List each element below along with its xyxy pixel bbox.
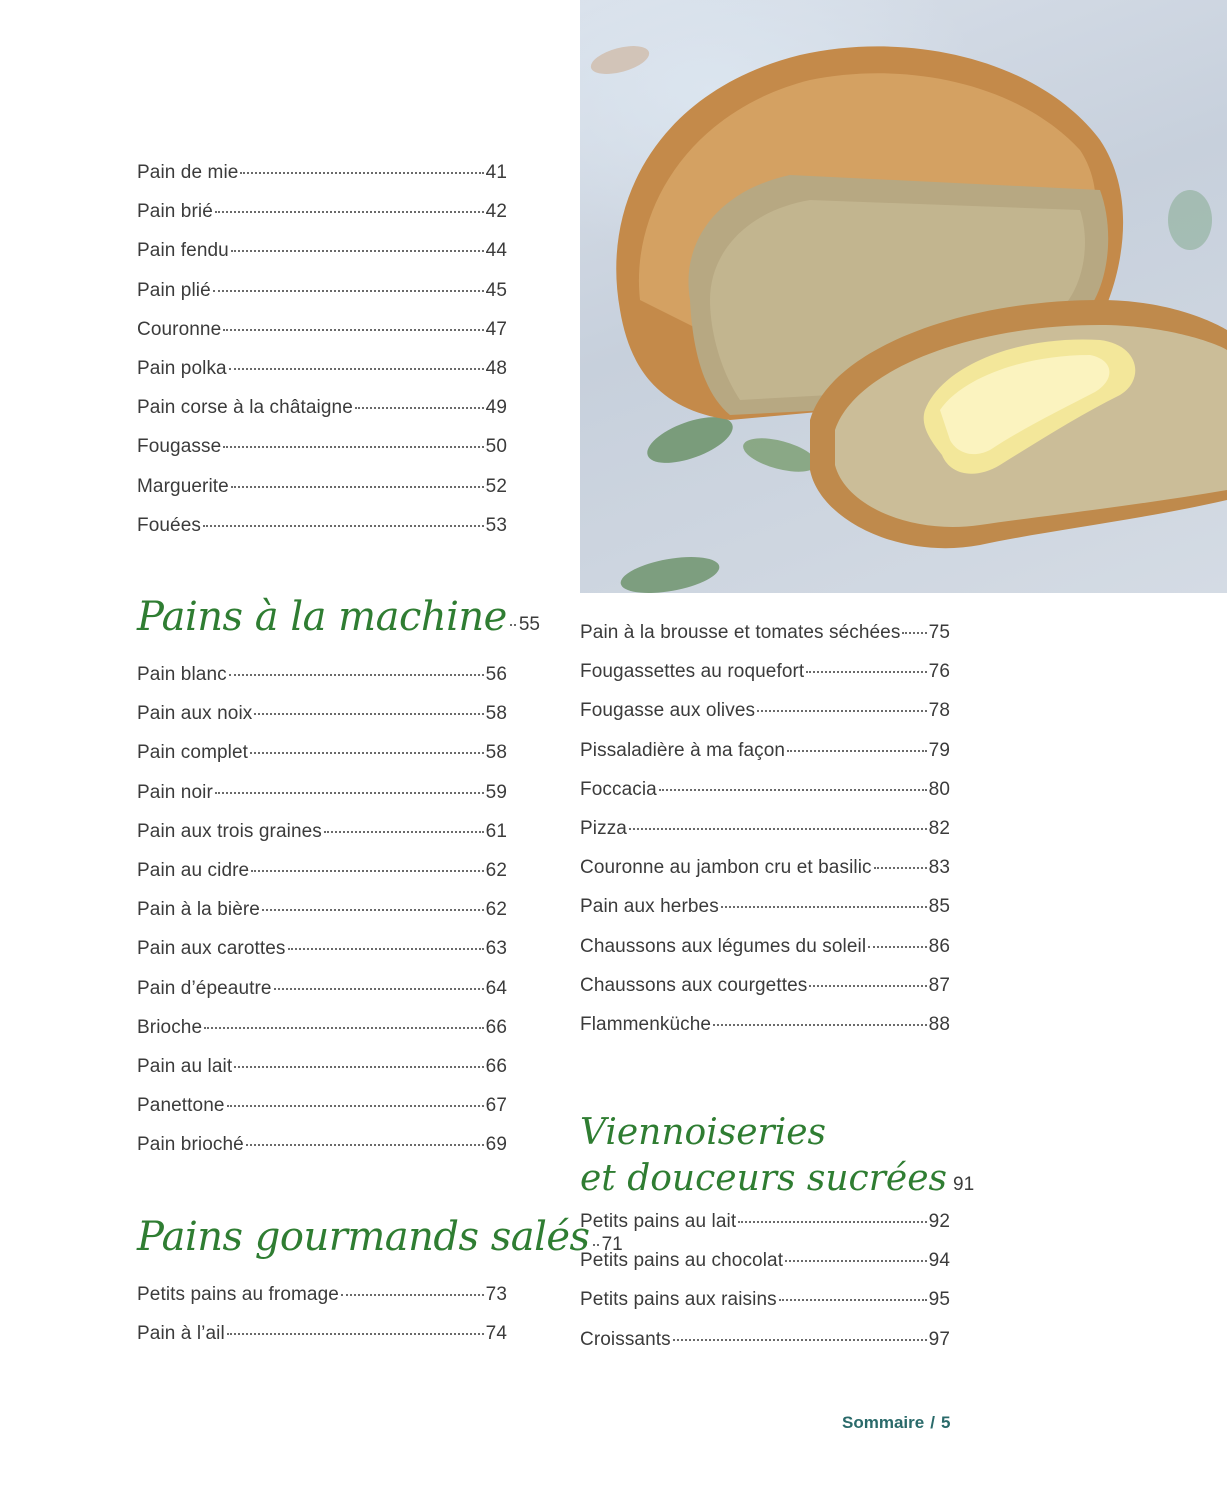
toc-entry[interactable] [580, 661, 950, 691]
toc-entry-title: Fougassettes au roquefort [580, 661, 805, 683]
toc-entry-page: 61 [485, 820, 507, 842]
dot-leader [262, 908, 484, 911]
dot-leader [251, 869, 483, 872]
toc-entry[interactable] [137, 1017, 507, 1047]
toc-entry-page: 42 [485, 201, 507, 223]
toc-entry[interactable] [580, 1014, 950, 1044]
toc-entry-title: Pain polka [137, 358, 227, 379]
toc-entry[interactable] [580, 700, 950, 730]
toc-entry[interactable] [137, 742, 507, 772]
section-title-line2: et douceurs sucrées [580, 1158, 948, 1199]
dot-leader [204, 1026, 484, 1029]
toc-entry-page: 79 [928, 739, 950, 761]
toc-entry-page: 85 [928, 896, 950, 918]
toc-entry[interactable] [137, 319, 507, 349]
toc-entry[interactable] [137, 240, 507, 270]
toc-entry-title: Petits pains au fromage [137, 1284, 339, 1305]
section-title-line1: Viennoiseries [580, 1112, 827, 1153]
toc-entry-page: 59 [485, 781, 507, 803]
toc-entry-title: Pain aux noix [137, 703, 253, 725]
toc-entry-page: 52 [485, 475, 507, 497]
toc-entry[interactable] [137, 201, 507, 231]
toc-entry-title: Pissaladière à ma façon [580, 739, 786, 761]
toc-entry-page: 49 [485, 397, 507, 419]
toc-entry[interactable] [137, 1056, 507, 1086]
dot-leader [713, 1023, 927, 1026]
toc-entry-page: 76 [928, 661, 950, 683]
toc-entry-page: 74 [485, 1323, 507, 1345]
toc-entry-title: Fougasse [137, 436, 222, 458]
toc-entry-title: Pain de mie [137, 162, 239, 183]
footer-page-number: 5 [940, 1413, 951, 1432]
toc-entry[interactable] [580, 740, 950, 770]
toc-entry-title: Pain blanc [137, 664, 227, 685]
toc-entry-page: 64 [485, 977, 507, 999]
toc-entry-page: 58 [485, 703, 507, 725]
toc-entry[interactable] [137, 476, 507, 506]
dot-leader [231, 485, 484, 488]
toc-entry-title: Pain d’épeautre [137, 977, 272, 999]
toc-entry-page: 75 [928, 622, 950, 643]
dot-leader [274, 987, 484, 990]
dot-leader [809, 984, 926, 987]
toc-entry-title: Pizza [580, 818, 627, 839]
toc-entry-page: 88 [928, 1014, 950, 1035]
dot-leader [215, 791, 484, 794]
toc-entry-title: Pain au lait [137, 1056, 233, 1077]
toc-entry-page: 62 [485, 860, 507, 881]
toc-entry[interactable] [137, 515, 507, 545]
toc-entry-title: Foccacia [580, 778, 657, 800]
toc-entry[interactable] [137, 703, 507, 733]
toc-entry-title: Petits pains aux raisins [580, 1289, 777, 1311]
dot-leader [203, 524, 484, 527]
page-footer [842, 1413, 950, 1433]
dot-leader [229, 367, 484, 370]
dot-leader [223, 328, 483, 331]
toc-entry-title: Chaussons aux courgettes [580, 974, 808, 996]
dot-leader [288, 947, 484, 950]
toc-entry-page: 48 [485, 358, 507, 379]
dot-leader [341, 1293, 484, 1296]
toc-entry-title: Couronne [137, 318, 222, 340]
dot-leader [721, 905, 927, 908]
toc-entry-title: Pain aux trois graines [137, 820, 322, 842]
dot-leader [227, 1104, 484, 1107]
toc-entry-page: 92 [928, 1211, 950, 1232]
toc-entry-title: Pain aux carottes [137, 938, 286, 960]
toc-entry-page: 45 [485, 279, 507, 301]
toc-entry-title: Pain corse à la châtaigne [137, 397, 353, 419]
dot-leader [902, 631, 926, 634]
toc-entry-title: Pain fendu [137, 240, 229, 262]
toc-entry[interactable] [137, 978, 507, 1008]
toc-entry-title: Pain noir [137, 781, 213, 803]
toc-entry-title: Fougasse aux olives [580, 700, 756, 722]
section-heading-viennoiseries[interactable] [580, 1112, 975, 1199]
toc-entry-page: 97 [928, 1328, 950, 1350]
toc-entry[interactable] [137, 1134, 507, 1164]
toc-entry-page: 41 [485, 162, 507, 183]
dot-leader [234, 1065, 483, 1068]
dot-leader [757, 709, 927, 712]
toc-entry-page: 63 [485, 938, 507, 960]
bread-photo [580, 0, 1227, 593]
dot-leader [874, 866, 927, 869]
toc-entry[interactable] [580, 936, 950, 966]
dot-leader [659, 788, 927, 791]
toc-entry-page: 94 [928, 1250, 950, 1272]
toc-entry[interactable] [580, 1329, 950, 1359]
section-title: Pains gourmands salés [137, 1214, 590, 1260]
toc-entry-title: Petits pains au chocolat [580, 1250, 784, 1272]
toc-entry[interactable] [580, 1289, 950, 1319]
toc-entry-title: Marguerite [137, 475, 229, 497]
toc-entry[interactable] [137, 162, 507, 192]
toc-entry-title: Brioche [137, 1016, 203, 1038]
toc-entry-page: 78 [928, 700, 950, 722]
section-page: 71 [601, 1234, 623, 1255]
toc-entry-page: 62 [485, 899, 507, 921]
dot-leader [231, 249, 484, 252]
toc-entry[interactable] [137, 436, 507, 466]
toc-entry-page: 47 [485, 318, 507, 340]
toc-entry[interactable] [580, 622, 950, 652]
toc-entry-page: 87 [928, 974, 950, 996]
toc-entry-page: 50 [485, 436, 507, 458]
toc-entry[interactable] [137, 358, 507, 388]
toc-entry[interactable] [137, 899, 507, 929]
dot-leader [213, 289, 484, 292]
toc-entry-page: 86 [928, 935, 950, 957]
toc-entry[interactable] [137, 1323, 507, 1353]
dot-leader [738, 1220, 926, 1223]
toc-entry-title: Pain au cidre [137, 860, 250, 881]
dot-leader [240, 171, 483, 174]
toc-entry-title: Pain aux herbes [580, 896, 719, 918]
toc-entry-page: 56 [485, 664, 507, 685]
toc-entry-page: 83 [928, 857, 950, 879]
dot-leader [229, 673, 484, 676]
toc-entry-page: 58 [485, 742, 507, 764]
toc-entry-title: Pain brié [137, 201, 213, 223]
toc-entry-title: Pain brioché [137, 1134, 244, 1156]
dot-leader [324, 830, 484, 833]
toc-entry-page: 80 [928, 778, 950, 800]
toc-entry[interactable] [137, 860, 507, 890]
toc-entry[interactable] [580, 857, 950, 887]
toc-entry-title: Couronne au jambon cru et basilic [580, 857, 872, 879]
toc-entry-page: 66 [485, 1016, 507, 1038]
toc-entry-page: 69 [485, 1134, 507, 1156]
toc-entry[interactable] [580, 818, 950, 848]
dot-leader [785, 1259, 927, 1262]
toc-entry-title: Panettone [137, 1095, 225, 1117]
toc-entry[interactable] [137, 782, 507, 812]
toc-entry-page: 82 [928, 818, 950, 839]
toc-entry-page: 44 [485, 240, 507, 262]
toc-entry-title: Pain à la brousse et tomates séchées [580, 622, 901, 643]
toc-entry[interactable] [580, 1250, 950, 1280]
dot-leader [673, 1338, 927, 1341]
bread-illustration [580, 0, 1227, 593]
footer-label: Sommaire [842, 1413, 925, 1432]
dot-leader [246, 1143, 484, 1146]
dot-leader [510, 623, 516, 626]
dot-leader [215, 210, 484, 213]
dot-leader [223, 445, 483, 448]
toc-entry-title: Pain plié [137, 279, 211, 301]
toc-entry-title: Petits pains au lait [580, 1211, 737, 1232]
dot-leader [629, 827, 927, 830]
toc-entry[interactable] [137, 938, 507, 968]
dot-leader [227, 1332, 484, 1335]
toc-entry[interactable] [580, 975, 950, 1005]
section-page: 55 [518, 614, 540, 635]
toc-entry[interactable] [137, 397, 507, 427]
section-heading-gourmands[interactable] [137, 1214, 623, 1260]
toc-entry[interactable] [580, 779, 950, 809]
section-heading-machine[interactable] [137, 594, 540, 640]
footer-separator: / [930, 1413, 935, 1432]
dot-leader [779, 1298, 927, 1301]
section-title: Pains à la machine [137, 594, 507, 640]
toc-entry-title: Pain à l’ail [137, 1323, 225, 1345]
dot-leader [787, 749, 927, 752]
section-page: 91 [953, 1174, 975, 1195]
toc-entry-title: Chaussons aux légumes du soleil [580, 935, 867, 957]
toc-entry-page: 66 [485, 1056, 507, 1077]
toc-entry-page: 73 [485, 1284, 507, 1305]
toc-entry-title: Pain complet [137, 742, 249, 764]
toc-entry-page: 67 [485, 1095, 507, 1117]
toc-entry-title: Pain à la bière [137, 899, 260, 921]
toc-entry-title: Flammenküche [580, 1014, 712, 1035]
toc-entry[interactable] [580, 896, 950, 926]
toc-entry-page: 95 [928, 1289, 950, 1311]
toc-entry[interactable] [137, 821, 507, 851]
dot-leader [254, 712, 483, 715]
dot-leader [250, 751, 484, 754]
toc-entry[interactable] [137, 1284, 507, 1314]
toc-entry-page: 53 [485, 514, 507, 536]
dot-leader [806, 670, 926, 673]
toc-entry[interactable] [580, 1211, 950, 1241]
dot-leader [355, 406, 484, 409]
toc-entry[interactable] [137, 280, 507, 310]
toc-entry[interactable] [137, 1095, 507, 1125]
toc-entry[interactable] [137, 664, 507, 694]
toc-entry-title: Croissants [580, 1328, 671, 1350]
toc-entry-title: Fouées [137, 514, 201, 536]
dot-leader [868, 945, 927, 948]
toc-column-right [580, 622, 975, 1382]
